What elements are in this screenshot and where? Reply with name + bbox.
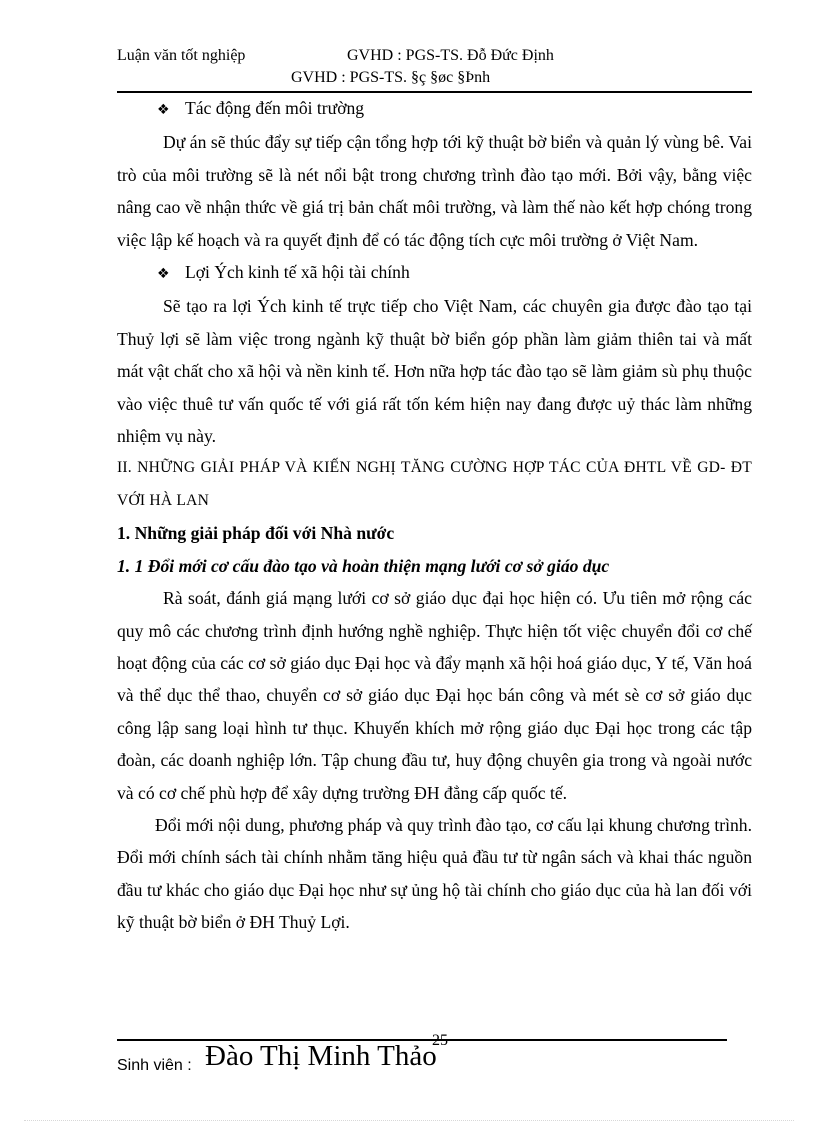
section-heading-ii: II. NHỮNG GIẢI PHÁP VÀ KIẾN NGHỊ TĂNG CƯỜNG HỢP TÁC CỦA ĐHTL VỀ GD- ĐT VỚI HÀ LAN	[117, 459, 752, 509]
paragraph-restructure: Rà soát, đánh giá mạng lưới cơ sở giáo dục đại học hiện có. Ưu tiên mở rộng các quy mô các chương trình định hướng nghề nghiệp. Thực hiện tốt việc chuyển đổi cơ chế hoạt động của các cơ sở giáo dục Đại học và đẩy mạnh xã hội hoá giáo dục, Y tế, Văn hoá và thể dục thể thao, chuyển cơ sở giáo dục Đại học bán công và mét sè cơ sở giáo dục công lập sang loại hình tư thục. Khuyến khích mở rộng giáo dục Đại học trong các tập đoàn, các doanh nghiệp lớn. Tập chung đầu tư, huy động chuyên gia trong và ngoài nước và có cơ chế phù hợp để xây dựng trường ĐH đẳng cấp quốc tế.	[117, 588, 752, 803]
paragraph-economic: Sẽ tạo ra lợi Ých kinh tế trực tiếp cho Việt Nam, các chuyên gia được đào tạo tại Thuỷ lợi sẽ làm việc trong ngành kỹ thuật bờ biển góp phần làm giảm thiên tai và mất mát vật chất cho xã hội và nền kinh tế. Hơn nữa hợp tác đào tạo sẽ làm giảm sù phụ thuộc vào việc thuê tư vấn quốc tế với giá rất tốn kém hiện nay đang được uỷ thác làm những nhiệm vụ này.	[117, 296, 752, 447]
subsection-heading-1-1: 1. 1 Đổi mới cơ cấu đào tạo và hoàn thiện mạng lưới cơ sở giáo dục	[117, 555, 610, 576]
student-name: Đào Thị Minh Thảo	[205, 1040, 437, 1072]
student-label: Sinh viên :	[117, 1057, 192, 1074]
page-bottom-dotted-line	[24, 1120, 794, 1121]
subsection-heading-1: 1. Những giải pháp đối với Nhà nước	[117, 523, 395, 544]
paragraph-environment: Dự án sẽ thúc đẩy sự tiếp cận tổng hợp tới kỹ thuật bờ biển và quản lý vùng bê. Vai trò của môi trường sẽ là nét nổi bật trong chương trình đào tạo mới. Bởi vậy, bằng việc nâng cao về nhận thức về giá trị bản chất môi trường, và làm thế nào kết hợp chóng trong việc lập kế hoạch và ra quyết định để có tác động tích cực môi trường ở Việt Nam.	[117, 132, 752, 250]
header-left: Luận văn tốt nghiệp	[117, 47, 246, 64]
header-advisor-garbled: GVHD : PGS-TS. §ç §øc §Þnh	[291, 69, 491, 86]
bullet-heading-environment	[117, 92, 752, 126]
bullet-heading-economic	[117, 256, 752, 290]
header-advisor: GVHD : PGS-TS. Đỗ Đức Định	[347, 47, 554, 64]
diamond-bullet-icon: ❖	[157, 266, 170, 283]
page-number: 25	[432, 1032, 448, 1049]
bullet-text: Tác động đến môi trường	[185, 98, 365, 118]
bullet-text: Lợi Ých kinh tế xã hội tài chính	[185, 262, 410, 283]
document-body	[117, 92, 752, 939]
paragraph-innovation: Đổi mới nội dung, phương pháp và quy trình đào tạo, cơ cấu lại khung chương trình. Đổi mới chính sách tài chính nhằm tăng hiệu quả đầu tư từ ngân sách và khai thác nguồn đầu tư khác cho giáo dục Đại học như sự ủng hộ tài chính cho giáo dục của hà lan đối với kỹ thuật bờ biển ở ĐH Thuỷ Lợi.	[117, 814, 752, 933]
diamond-bullet-icon: ❖	[157, 102, 170, 118]
